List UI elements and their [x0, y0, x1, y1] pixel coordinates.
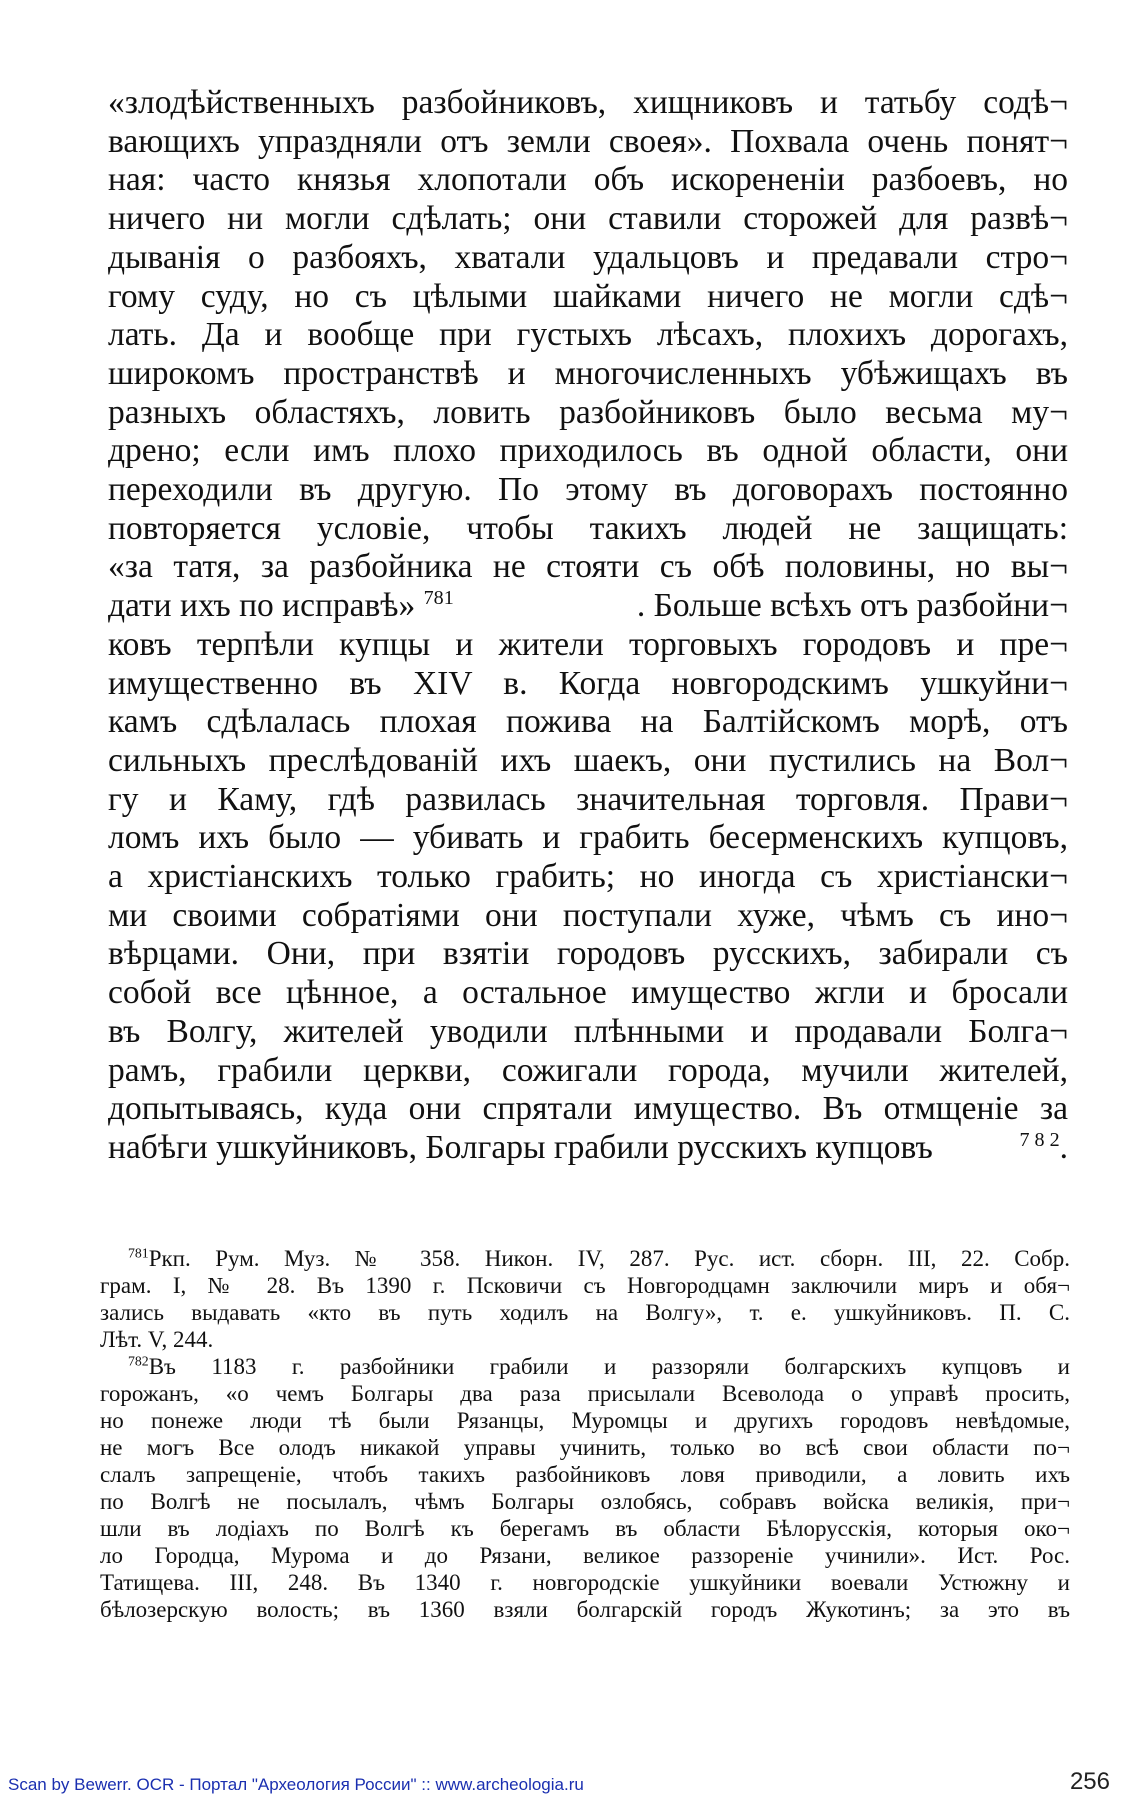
text-line: а христіанскихъ только грабить; но иногда съ христіански¬: [108, 858, 1068, 896]
text-line: повторяется условіе, чтобы такихъ людей не защищать:: [108, 509, 1068, 547]
footnote-ref-781[interactable]: 781: [423, 586, 454, 609]
text-line: «за татя, за разбойника не стояти съ обѣ половины, но вы¬: [108, 548, 1068, 586]
text-line: допытываясь, куда они спрятали имущество. Въ отмщеніе за: [108, 1090, 1068, 1128]
footnote-782-line: Татищева. III, 248. Въ 1340 г. новгородскіе ушкуйники воевали Устюжну и: [100, 1570, 1070, 1595]
text-line: [108, 1129, 1068, 1168]
footnote-781-line: Лѣт. V, 244.: [100, 1327, 214, 1352]
text-line: въ Волгу, жителей уводили плѣнными и продавали Болга¬: [108, 1012, 1068, 1050]
text-line: камъ сдѣлалась плохая пожива на Балтійскомъ морѣ, отъ: [108, 703, 1068, 741]
text-line: [108, 587, 1068, 626]
footnote-782-line: шли въ лодіахъ по Волгѣ къ берегамъ въ области Бѣлорусскія, которыя око¬: [100, 1516, 1070, 1541]
text-line: ная: часто князья хлопотали объ искорененіи разбоевъ, но: [108, 161, 1068, 199]
text-line: гу и Каму, гдѣ развилась значительная торговля. Прави¬: [108, 780, 1068, 818]
text-line: переходили въ другую. По этому въ договорахъ постоянно: [108, 471, 1068, 509]
page-number: 256: [1069, 1768, 1110, 1795]
text-line: ничего ни могли сдѣлать; они ставили сторожей для развѣ¬: [108, 200, 1068, 238]
footnote-782-line: не могъ Все олодъ никакой управы учинить, только во всѣ свои области по¬: [100, 1435, 1070, 1460]
text-line: дрено; если имъ плохо приходилось въ одной области, они: [108, 432, 1068, 470]
footnote-mark-781: 781: [128, 1245, 149, 1261]
text-line: вающихъ упраздняли отъ земли своея». Похвала очень понят¬: [108, 122, 1068, 160]
footnote-782-line: по Волгѣ не посылалъ, чѣмъ Болгары озлобясь, собравъ войска великія, при¬: [100, 1489, 1070, 1514]
text-line: ковъ терпѣли купцы и жители торговыхъ городовъ и пре¬: [108, 625, 1068, 663]
text-line: сильныхъ преслѣдованій ихъ шаекъ, они пустились на Вол¬: [108, 741, 1068, 779]
footnote-782-line: но понеже люди тѣ были Рязанцы, Муромцы и другихъ городовъ невѣдомые,: [100, 1408, 1070, 1433]
text-line: гому суду, но съ цѣлыми шайками ничего не могли сдѣ¬: [108, 277, 1068, 315]
text-line: «злодѣйственныхъ разбойниковъ, хищниковъ и татьбу содѣ¬: [108, 84, 1068, 121]
footnote-782-line: слалъ запрещеніе, чтобъ такихъ разбойниковъ ловя приводили, а ловить ихъ: [100, 1462, 1070, 1487]
text-line: разныхъ областяхъ, ловить разбойниковъ было весьма му¬: [108, 393, 1068, 431]
text-line: собой все цѣнное, а остальное имущество жгли и бросали: [108, 974, 1068, 1012]
footnote-ref-782[interactable]: 7 8 2: [1019, 1128, 1060, 1151]
footnote-782-line: ло Городца, Мурома и до Рязани, великое раззореніе учинили». Ист. Рос.: [100, 1543, 1070, 1568]
text-line: вѣрцами. Они, при взятіи городовъ русскихъ, забирали съ: [108, 935, 1068, 973]
text-line-part: . Больше всѣхъ отъ разбойни¬: [636, 587, 1068, 625]
text-line: широкомъ пространствѣ и многочисленныхъ убѣжищахъ въ: [108, 354, 1068, 392]
text-line: ми своими собратіями они поступали хуже, чѣмъ съ ино¬: [108, 896, 1068, 934]
text-line: лать. Да и вообще при густыхъ лѣсахъ, плохихъ дорогахъ,: [108, 316, 1068, 354]
footnote-782-line: $^{782}$Въ 1183 г. разбойники грабили и раззоряли болгарскихъ купцовъ и: [128, 1353, 1070, 1379]
footnote-781-line: $^{781}$Ркп. Рум. Муз. № 358. Никон. IV, 287. Рус. ист. сборн. III, 22. Собр.: [128, 1245, 1070, 1271]
main-text: [108, 84, 1068, 1168]
footnotes: [100, 1245, 1070, 1623]
footnote-781-line: зались выдавать «кто въ путь ходилъ на Волгу», т. е. ушкуйниковъ. П. С.: [100, 1300, 1070, 1325]
footnote-782-line: бѣлозерскую волость; въ 1360 взяли болгарскій городъ Жукотинъ; за это въ: [100, 1597, 1070, 1622]
text-line-part: набѣги ушкуйниковъ, Болгары грабили русскихъ купцовъ: [108, 1128, 933, 1166]
footnote-mark-782: 782: [128, 1353, 149, 1369]
footnote-782-line: горожанъ, «о чемъ Болгары два раза присылали Всеволода о управѣ просить,: [100, 1381, 1070, 1406]
scan-credit-link[interactable]: Scan by Bewerr. OCR - Портал "Археология России" :: www.archeologia.ru: [8, 1775, 584, 1794]
text-line: рамъ, грабили церкви, сожигали города, мучили жителей,: [108, 1051, 1068, 1089]
footnote-781-line: грам. I, № 28. Въ 1390 г. Псковичи съ Новгородцамн заключили миръ и обя¬: [100, 1273, 1070, 1298]
text-line: ломъ ихъ было — убивать и грабить бесерменскихъ купцовъ,: [108, 819, 1068, 857]
text-line: имущественно въ XIV в. Когда новгородскимъ ушкуйни¬: [108, 664, 1068, 702]
text-line-part: $^{7 8 2}$.: [1019, 1128, 1068, 1166]
text-line-part: дати ихъ по исправѣ» $^{781}$: [108, 586, 454, 625]
text-line: дыванія о разбояхъ, хватали удальцовъ и предавали стро¬: [108, 238, 1068, 276]
